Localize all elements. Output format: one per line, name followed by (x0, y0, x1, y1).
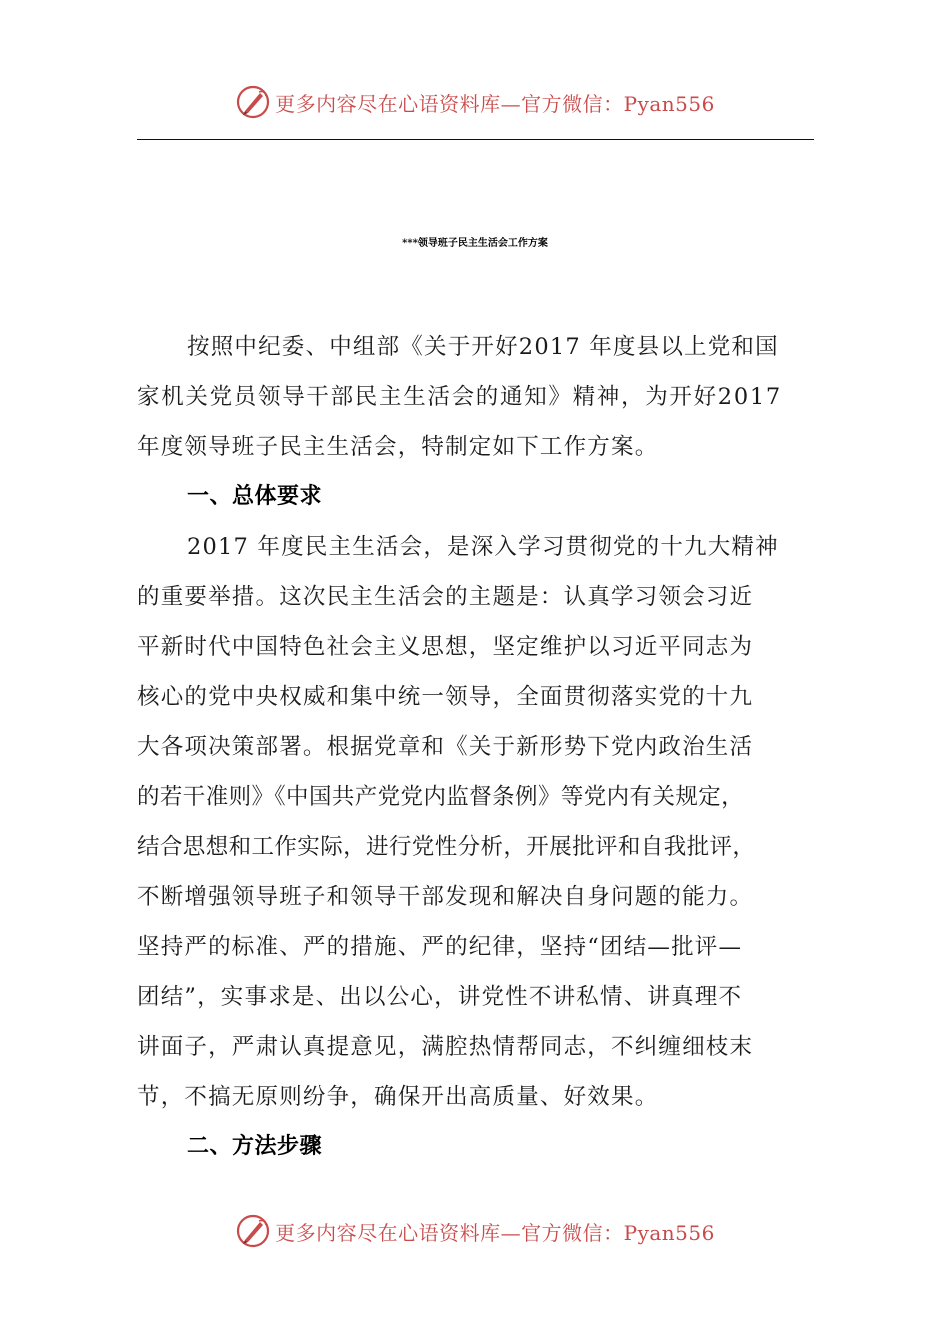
body-line: 讲面子，严肃认真提意见，满腔热情帮同志，不纠缠细枝末 (137, 1034, 754, 1060)
intro-line: 家机关党员领导干部民主生活会的通知》精神，为开好2017 (137, 384, 782, 410)
section-heading: 二、方法步骤 (187, 1134, 323, 1159)
body-line: 的若干准则》《中国共产党党内监督条例》等党内有关规定， (137, 784, 745, 810)
body-line: 不断增强领导班子和领导干部发现和解决自身问题的能力。 (137, 884, 754, 910)
section-heading: 一、总体要求 (187, 484, 323, 509)
body-line: 的重要举措。这次民主生活会的主题是：认真学习领会习近 (137, 584, 754, 610)
body-line: 2017 年度民主生活会，是深入学习贯彻党的十九大精神 (187, 534, 779, 560)
body-line: 结合思想和工作实际，进行党性分析，开展批评和自我批评， (137, 834, 756, 860)
header-banner-text: 更多内容尽在心语资料库—官方微信：Pyan556 (275, 91, 715, 116)
footer-banner (0, 1209, 950, 1253)
intro-line: 年度领导班子民主生活会，特制定如下工作方案。 (137, 434, 659, 460)
body-line: 坚持严的标准、严的措施、严的纪律，坚持“团结—批评— (137, 934, 743, 960)
quill-pen-logo-icon (235, 1213, 271, 1249)
quill-pen-logo-icon (235, 84, 271, 120)
body-line: 平新时代中国特色社会主义思想，坚定维护以习近平同志为 (137, 634, 754, 660)
document-title: ***领导班子民主生活会工作方案 (402, 238, 548, 249)
body-line: 节，不搞无原则纷争，确保开出高质量、好效果。 (137, 1084, 659, 1110)
body-line: 团结”，实事求是、出以公心，讲党性不讲私情、讲真理不 (137, 984, 743, 1010)
body-line: 核心的党中央权威和集中统一领导，全面贯彻落实党的十九 (137, 684, 754, 710)
body-line: 大各项决策部署。根据党章和《关于新形势下党内政治生活 (137, 734, 754, 760)
header-rule (137, 139, 814, 140)
footer-banner-text: 更多内容尽在心语资料库—官方微信：Pyan556 (275, 1220, 715, 1245)
header-banner (0, 80, 950, 124)
intro-line: 按照中纪委、中组部《关于开好2017 年度县以上党和国 (187, 334, 779, 360)
